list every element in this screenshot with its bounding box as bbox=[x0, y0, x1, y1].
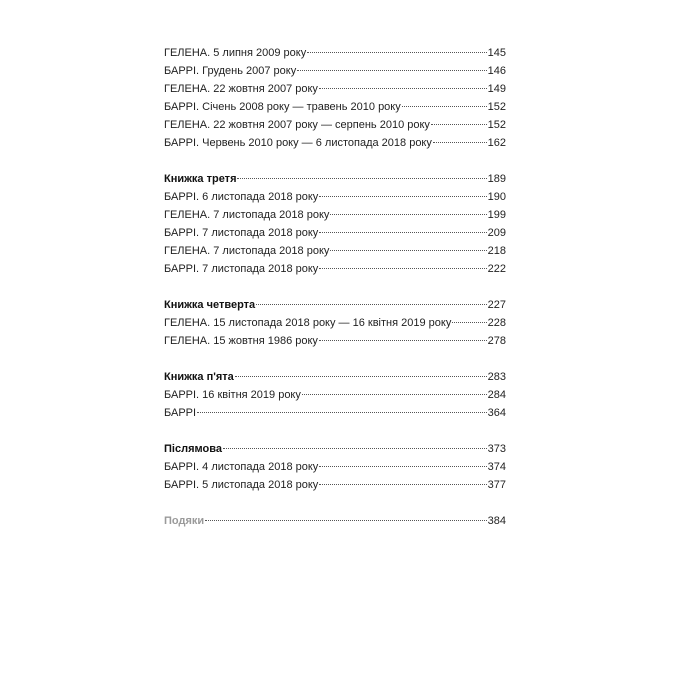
toc-heading-page: 283 bbox=[487, 371, 506, 383]
toc-heading-title: Книжка четверта bbox=[164, 299, 256, 311]
section-gap bbox=[164, 350, 506, 368]
dot-leader bbox=[319, 268, 486, 269]
dot-leader bbox=[319, 466, 486, 467]
toc-entry bbox=[164, 386, 506, 404]
section-gap bbox=[164, 422, 506, 440]
toc-heading-page: 384 bbox=[487, 515, 506, 527]
dot-leader bbox=[402, 106, 487, 107]
toc-heading-book4 bbox=[164, 296, 506, 314]
toc-entry bbox=[164, 44, 506, 62]
toc-entry bbox=[164, 224, 506, 242]
toc-heading-page: 189 bbox=[487, 173, 506, 185]
section-gap bbox=[164, 278, 506, 296]
dot-leader bbox=[330, 214, 486, 215]
toc-entry-page: 152 bbox=[487, 119, 506, 131]
dot-leader bbox=[197, 412, 487, 413]
toc-entry-page: 152 bbox=[487, 101, 506, 113]
toc-entry bbox=[164, 62, 506, 80]
toc-entry-page: 146 bbox=[487, 65, 506, 77]
dot-leader bbox=[319, 340, 487, 341]
toc-entry-page: 374 bbox=[487, 461, 506, 473]
toc-entry-title: БАРРІ. 7 листопада 2018 року bbox=[164, 263, 319, 275]
dot-leader bbox=[297, 70, 486, 71]
toc-entry bbox=[164, 476, 506, 494]
toc-entry-page: 162 bbox=[487, 137, 506, 149]
toc-heading-title: Подяки bbox=[164, 515, 205, 527]
toc-entry-title: ГЕЛЕНА. 5 липня 2009 року bbox=[164, 47, 307, 59]
toc-heading-page: 373 bbox=[487, 443, 506, 455]
toc-entry-page: 145 bbox=[487, 47, 506, 59]
dot-leader bbox=[237, 178, 486, 179]
dot-leader bbox=[256, 304, 486, 305]
dot-leader bbox=[319, 196, 486, 197]
toc-entry-title: ГЕЛЕНА. 7 листопада 2018 року bbox=[164, 209, 330, 221]
toc-heading-title: Книжка п'ята bbox=[164, 371, 234, 383]
section-gap bbox=[164, 152, 506, 170]
toc-entry-page: 199 bbox=[487, 209, 506, 221]
toc-entry-title: БАРРІ. Грудень 2007 року bbox=[164, 65, 297, 77]
toc-entry-page: 364 bbox=[487, 407, 506, 419]
dot-leader bbox=[319, 484, 486, 485]
toc-entry-title: ГЕЛЕНА. 15 листопада 2018 року — 16 квітня 2019 року bbox=[164, 317, 452, 329]
dot-leader bbox=[330, 250, 486, 251]
toc-entry-page: 149 bbox=[487, 83, 506, 95]
dot-leader bbox=[205, 520, 486, 521]
toc-heading-title: Післямова bbox=[164, 443, 222, 455]
toc-entry-title: БАРРІ. Січень 2008 року — травень 2010 року bbox=[164, 101, 401, 113]
toc-entry-page: 377 bbox=[487, 479, 506, 491]
toc-entry-title: ГЕЛЕНА. 22 жовтня 2007 року bbox=[164, 83, 318, 95]
toc-entry-title: БАРРІ. 4 листопада 2018 року bbox=[164, 461, 319, 473]
toc-heading-book5 bbox=[164, 368, 506, 386]
dot-leader bbox=[452, 322, 486, 323]
toc-entry-title: БАРРІ. 16 квітня 2019 року bbox=[164, 389, 301, 401]
toc-heading-title: Книжка третя bbox=[164, 173, 237, 185]
dot-leader bbox=[307, 52, 486, 53]
toc-entry bbox=[164, 80, 506, 98]
dot-leader bbox=[319, 232, 486, 233]
toc-entry bbox=[164, 458, 506, 476]
dot-leader bbox=[433, 142, 487, 143]
toc-entry-page: 190 bbox=[487, 191, 506, 203]
toc-entry bbox=[164, 332, 506, 350]
toc-entry-title: БАРРІ. 6 листопада 2018 року bbox=[164, 191, 319, 203]
toc-entry bbox=[164, 206, 506, 224]
toc-entry-page: 278 bbox=[487, 335, 506, 347]
toc-entry bbox=[164, 260, 506, 278]
table-of-contents bbox=[164, 44, 506, 530]
toc-entry bbox=[164, 314, 506, 332]
toc-entry-page: 222 bbox=[487, 263, 506, 275]
toc-entry-title: ГЕЛЕНА. 7 листопада 2018 року bbox=[164, 245, 330, 257]
toc-entry bbox=[164, 116, 506, 134]
toc-entry-title: БАРРІ. 7 листопада 2018 року bbox=[164, 227, 319, 239]
dot-leader bbox=[223, 448, 487, 449]
dot-leader bbox=[302, 394, 487, 395]
dot-leader bbox=[431, 124, 487, 125]
toc-entry-page: 284 bbox=[487, 389, 506, 401]
toc-entry bbox=[164, 134, 506, 152]
toc-entry bbox=[164, 242, 506, 260]
toc-entry-page: 218 bbox=[487, 245, 506, 257]
toc-entry-page: 228 bbox=[487, 317, 506, 329]
dot-leader bbox=[319, 88, 487, 89]
toc-heading-afterword bbox=[164, 440, 506, 458]
toc-entry-title: БАРРІ bbox=[164, 407, 197, 419]
toc-entry-page: 209 bbox=[487, 227, 506, 239]
toc-entry bbox=[164, 404, 506, 422]
toc-entry-title: БАРРІ. Червень 2010 року — 6 листопада 2018 року bbox=[164, 137, 432, 149]
dot-leader bbox=[235, 376, 487, 377]
toc-entry bbox=[164, 98, 506, 116]
section-gap bbox=[164, 494, 506, 512]
toc-entry-title: ГЕЛЕНА. 15 жовтня 1986 року bbox=[164, 335, 318, 347]
toc-entry bbox=[164, 188, 506, 206]
toc-heading-thanks bbox=[164, 512, 506, 530]
toc-entry-title: БАРРІ. 5 листопада 2018 року bbox=[164, 479, 319, 491]
toc-entry-title: ГЕЛЕНА. 22 жовтня 2007 року — серпень 2010 року bbox=[164, 119, 430, 131]
toc-heading-book3 bbox=[164, 170, 506, 188]
toc-heading-page: 227 bbox=[487, 299, 506, 311]
